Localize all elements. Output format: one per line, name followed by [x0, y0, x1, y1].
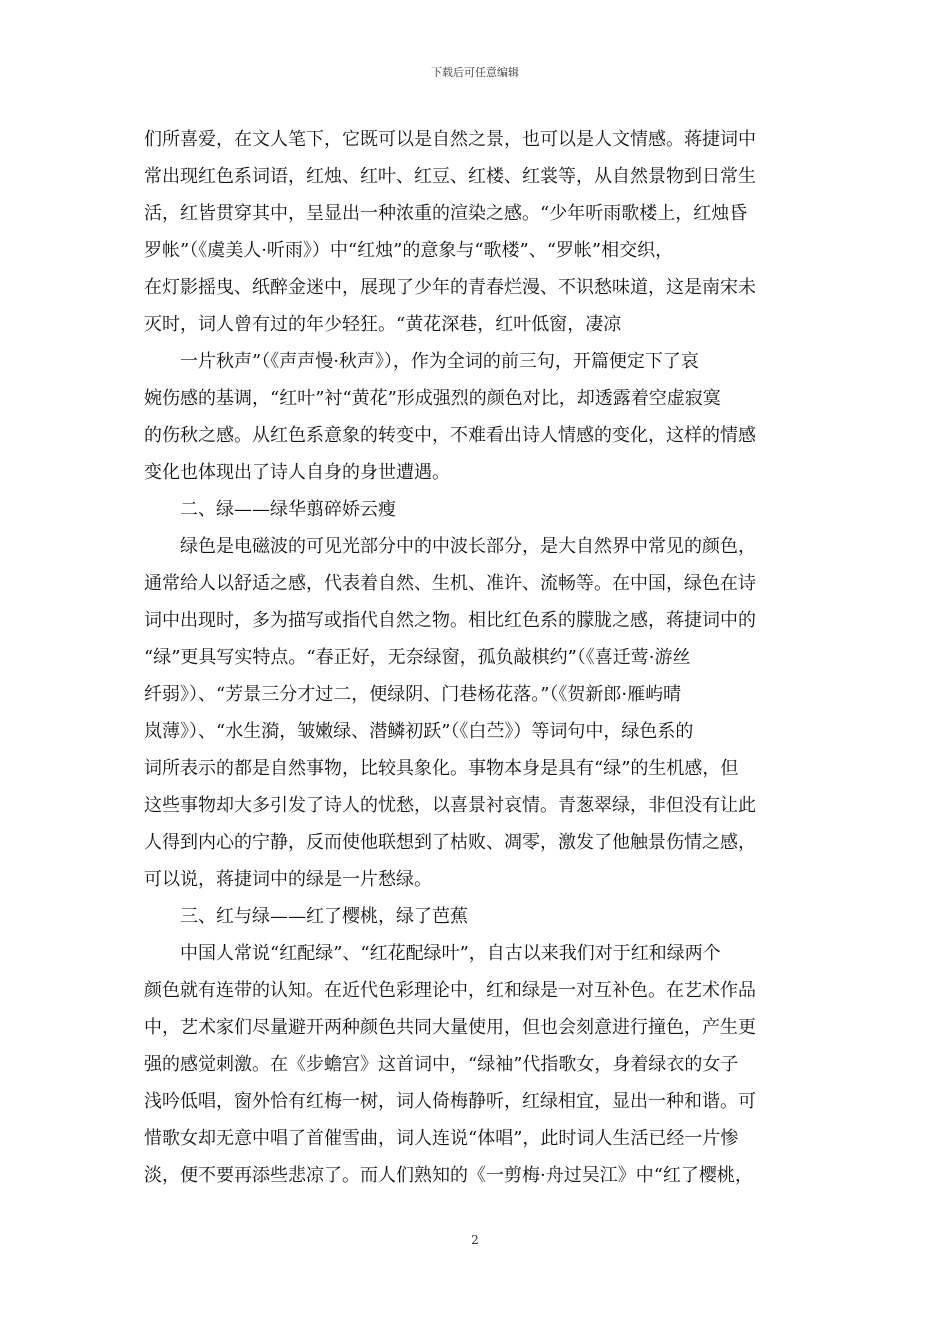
- text-line: 婉伤感的基调，“红叶”衬“黄花”形成强烈的颜色对比，却透露着空虚寂寞: [144, 388, 721, 409]
- text-line: 变化也体现出了诗人自身的身世遭遇。: [144, 462, 450, 483]
- text-line: 绿色是电磁波的可见光部分中的中波长部分，是大自然界中常见的颜色，: [180, 536, 756, 557]
- paragraph-green: [144, 528, 808, 898]
- text-line: 罗帐”（《虞美人·听雨》）中“红烛”的意象与“歌楼”、“罗帐”相交织，: [144, 240, 674, 261]
- text-line: 颜色就有连带的认知。在近代色彩理论中，红和绿是一对互补色。在艺术作品: [144, 980, 756, 1001]
- text-line: 们所喜爱，在文人笔下，它既可以是自然之景，也可以是人文情感。蒋捷词中: [144, 129, 756, 150]
- text-line: 纤弱》）、“芳景三分才过二，便绿阴、门巷杨花落。”（《贺新郎·雁屿晴: [144, 684, 682, 705]
- text-line: 通常给人以舒适之感，代表着自然、生机、准许、流畅等。在中国，绿色在诗: [144, 573, 756, 594]
- text-line: 灭时，词人曾有过的年少轻狂。“黄花深巷，红叶低窗，凄凉: [144, 314, 622, 335]
- text-line: 惜歌女却无意中唱了首催雪曲，词人连说“体唱”，此时词人生活已经一片惨: [144, 1128, 739, 1149]
- text-line: 活，红皆贯穿其中，呈显出一种浓重的渲染之感。“少年听雨歌楼上，红烛昏: [144, 203, 748, 224]
- section-heading-text: 二、绿——绿华翦碎娇云瘦: [180, 499, 396, 520]
- paragraph-red-continued: [144, 121, 808, 343]
- text-line: “绿”更具写实特点。“春正好，无奈绿窗，孤负敲棋约”（《喜迁莺·游丝: [144, 647, 691, 668]
- text-line: 人得到内心的宁静，反而使他联想到了枯败、凋零，激发了他触景伤情之感，: [144, 832, 756, 853]
- text-line: 常出现红色系词语，红烛、红叶、红豆、红楼、红裳等，从自然景物到日常生: [144, 166, 756, 187]
- text-line: 强的感觉刺激。在《步蟾宫》这首词中，“绿袖”代指歌女，身着绿衣的女子: [144, 1054, 739, 1075]
- section-heading-green: [144, 491, 808, 528]
- page-header: 下载后可任意编辑: [431, 66, 519, 79]
- text-line: 淡，便不要再添些悲凉了。而人们熟知的《一剪梅·舟过吴江》中“红了樱桃，: [144, 1165, 753, 1186]
- text-line: 在灯影摇曳、纸醉金迷中，展现了少年的青春烂漫、不识愁味道，这是南宋未: [144, 277, 756, 298]
- text-line: 浅吟低唱，窗外恰有红梅一树，词人倚梅静听，红绿相宜，显出一种和谐。可: [144, 1091, 756, 1112]
- text-line: 的伤秋之感。从红色系意象的转变中，不难看出诗人情感的变化，这样的情感: [144, 425, 756, 446]
- text-line: 岚薄》）、“水生漪，皱嫩绿、潜鳞初跃”（《白苎》）等词句中，绿色系的: [144, 721, 694, 742]
- text-line: 这些事物却大多引发了诗人的忧愁，以喜景衬哀情。青葱翠绿，非但没有让此: [144, 795, 756, 816]
- text-line: 中国人常说“红配绿”、“红花配绿叶”，自古以来我们对于红和绿两个: [180, 943, 721, 964]
- page-number: 2: [471, 1233, 479, 1247]
- paragraph-red-green: [144, 935, 808, 1194]
- document-body: [144, 121, 808, 1194]
- text-line: 词所表示的都是自然事物，比较具象化。事物本身是具有“绿”的生机感，但: [144, 758, 739, 779]
- text-line: 一片秋声”（《声声慢·秋声》），作为全词的前三句，开篇便定下了哀: [180, 351, 699, 372]
- text-line: 中，艺术家们尽量避开两种颜色共同大量使用，但也会刻意进行撞色，产生更: [144, 1017, 756, 1038]
- paragraph-red-autumn: [144, 343, 808, 491]
- text-line: 可以说，蒋捷词中的绿是一片愁绿。: [144, 869, 432, 890]
- section-heading-red-green: [144, 898, 808, 935]
- text-line: 词中出现时，多为描写或指代自然之物。相比红色系的朦胧之感，蒋捷词中的: [144, 610, 756, 631]
- section-heading-text: 三、红与绿——红了樱桃，绿了芭蕉: [180, 906, 468, 927]
